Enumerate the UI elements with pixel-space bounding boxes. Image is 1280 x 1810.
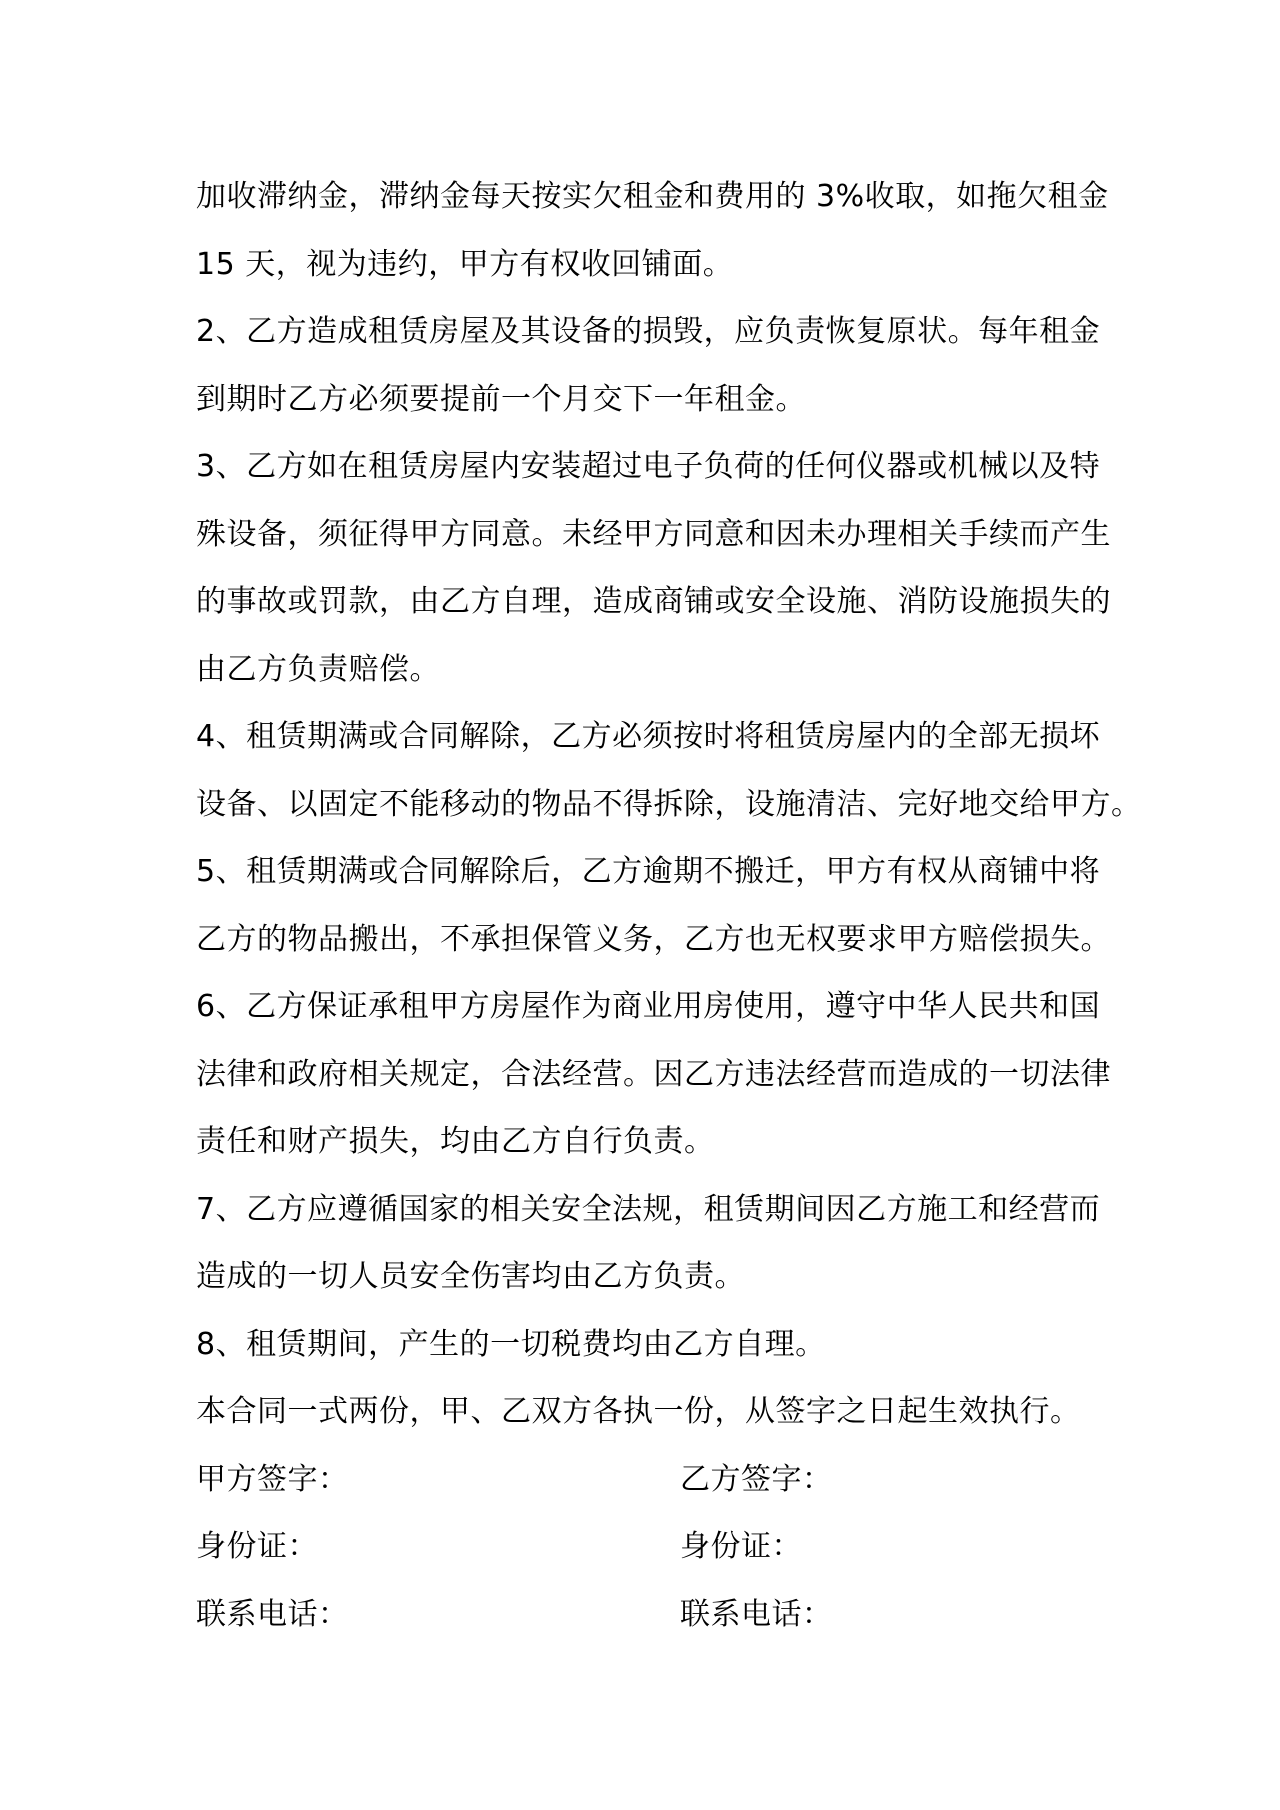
text-line: 乙方的物品搬出，不承担保管义务，乙方也无权要求甲方赔偿损失。	[196, 921, 1111, 957]
party-a-phone-label: 联系电话：	[196, 1596, 349, 1632]
party-b-id-label: 身份证：	[680, 1529, 802, 1564]
party-b-phone-label: 联系电话：	[680, 1596, 833, 1632]
clause-4-line: 4、租赁期满或合同解除，乙方必须按时将租赁房屋内的全部无损坏	[196, 719, 1101, 754]
contract-body	[196, 163, 1142, 1648]
id-row	[196, 1513, 1096, 1581]
closing-statement: 本合同一式两份，甲、乙双方各执一份，从签字之日起生效执行。	[196, 1394, 1081, 1429]
clause-7-line: 7、乙方应遵循国家的相关安全法规，租赁期间因乙方施工和经营而	[196, 1191, 1101, 1227]
text-line: 法律和政府相关规定，合法经营。因乙方违法经营而造成的一切法律	[196, 1056, 1111, 1092]
clause-6-line: 6、乙方保证承租甲方房屋作为商业用房使用，遵守中华人民共和国	[196, 989, 1101, 1024]
text-line: 设备、以固定不能移动的物品不得拆除，设施清洁、完好地交给甲方。	[196, 786, 1142, 822]
phone-row	[196, 1581, 1096, 1649]
clause-2-line: 2、乙方造成租赁房屋及其设备的损毁，应负责恢复原状。每年租金	[196, 314, 1101, 349]
text-line: 15 天，视为违约，甲方有权收回铺面。	[196, 246, 734, 282]
party-a-signature-label: 甲方签字：	[196, 1461, 349, 1497]
text-line: 加收滞纳金，滞纳金每天按实欠租金和费用的 3%收取，如拖欠租金	[196, 179, 1109, 214]
text-line: 责任和财产损失，均由乙方自行负责。	[196, 1124, 715, 1159]
clause-5-line: 5、租赁期满或合同解除后，乙方逾期不搬迁，甲方有权从商铺中将	[196, 854, 1101, 889]
clause-3-line: 3、乙方如在租赁房屋内安装超过电子负荷的任何仪器或机械以及特	[196, 449, 1101, 484]
text-line: 造成的一切人员安全伤害均由乙方负责。	[196, 1259, 745, 1294]
party-a-id-label: 身份证：	[196, 1529, 318, 1564]
text-line: 由乙方负责赔偿。	[196, 651, 440, 687]
text-line: 到期时乙方必须要提前一个月交下一年租金。	[196, 381, 806, 417]
clause-8-line: 8、租赁期间，产生的一切税费均由乙方自理。	[196, 1326, 826, 1362]
signature-row	[196, 1446, 1096, 1514]
text-line: 殊设备，须征得甲方同意。未经甲方同意和因未办理相关手续而产生	[196, 516, 1111, 552]
party-b-signature-label: 乙方签字：	[680, 1461, 833, 1497]
text-line: 的事故或罚款，由乙方自理，造成商铺或安全设施、消防设施损失的	[196, 584, 1111, 619]
